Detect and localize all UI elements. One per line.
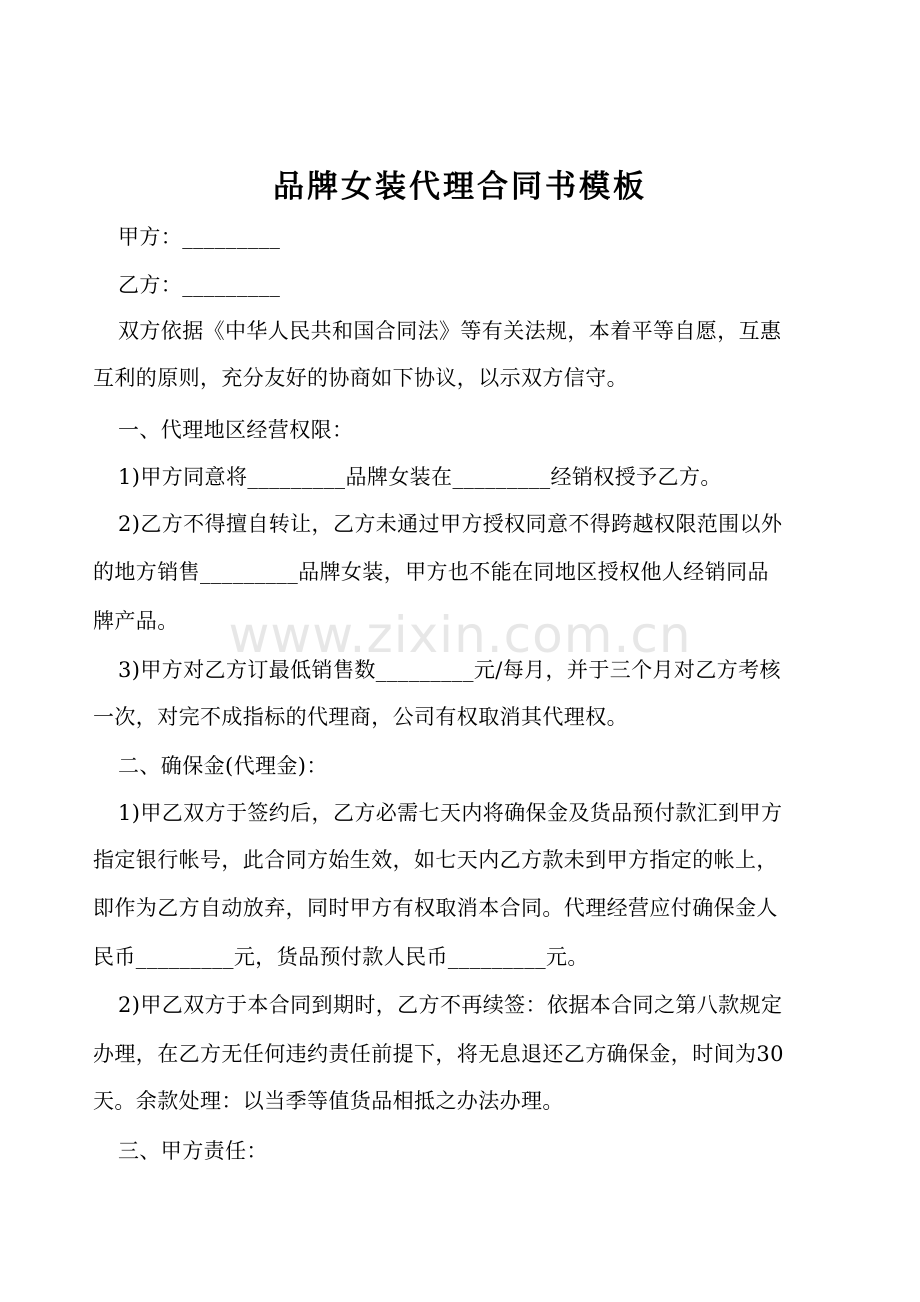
clause-line: 民币_________元，货品预付款人民币_________元。 [93,945,589,969]
clause-line: 的地方销售_________品牌女装，甲方也不能在同地区授权他人经销同品 [93,560,769,584]
paragraph-line: 互利的原则，充分友好的协商如下协议，以示双方信守。 [93,366,628,390]
watermark-text: www.zixin.com.cn [228,606,692,664]
clause-line: 即作为乙方自动放弃，同时甲方有权取消本合同。代理经营应付确保金人 [93,896,778,920]
clause-line: 2)甲乙双方于本合同到期时，乙方不再续签：依据本合同之第八款规定 [118,993,783,1017]
clause-line: 3)甲方对乙方订最低销售数_________元/每月，并于三个月对乙方考核 [118,658,781,682]
clause-line: 1)甲乙双方于签约后，乙方必需七天内将确保金及货品预付款汇到甲方 [118,801,783,825]
paragraph-line: 双方依据《中华人民共和国合同法》等有关法规，本着平等自愿，互惠 [118,319,782,343]
document-title: 品牌女装代理合同书模板 [273,169,647,205]
clause-line: 1)甲方同意将_________品牌女装在_________经销权授予乙方。 [118,465,722,489]
section-heading: 二、确保金(代理金)： [118,754,328,778]
clause-line: 办理，在乙方无任何违约责任前提下，将无息退还乙方确保金，时间为30 [93,1042,784,1066]
clause-line: 牌产品。 [93,609,179,633]
clause-line: 天。余款处理：以当季等值货品相抵之办法办理。 [93,1089,564,1113]
party-b-line: 乙方：_________ [118,273,281,297]
section-heading: 三、甲方责任： [118,1139,268,1163]
clause-line: 2)乙方不得擅自转让，乙方未通过甲方授权同意不得跨越权限范围以外 [118,512,783,536]
clause-line: 指定银行帐号，此合同方始生效，如七天内乙方款未到甲方指定的帐上， [93,848,778,872]
clause-line: 一次，对完不成指标的代理商，公司有权取消其代理权。 [93,705,628,729]
party-a-line: 甲方：_________ [118,225,281,249]
section-heading: 一、代理地区经营权限： [118,418,354,442]
